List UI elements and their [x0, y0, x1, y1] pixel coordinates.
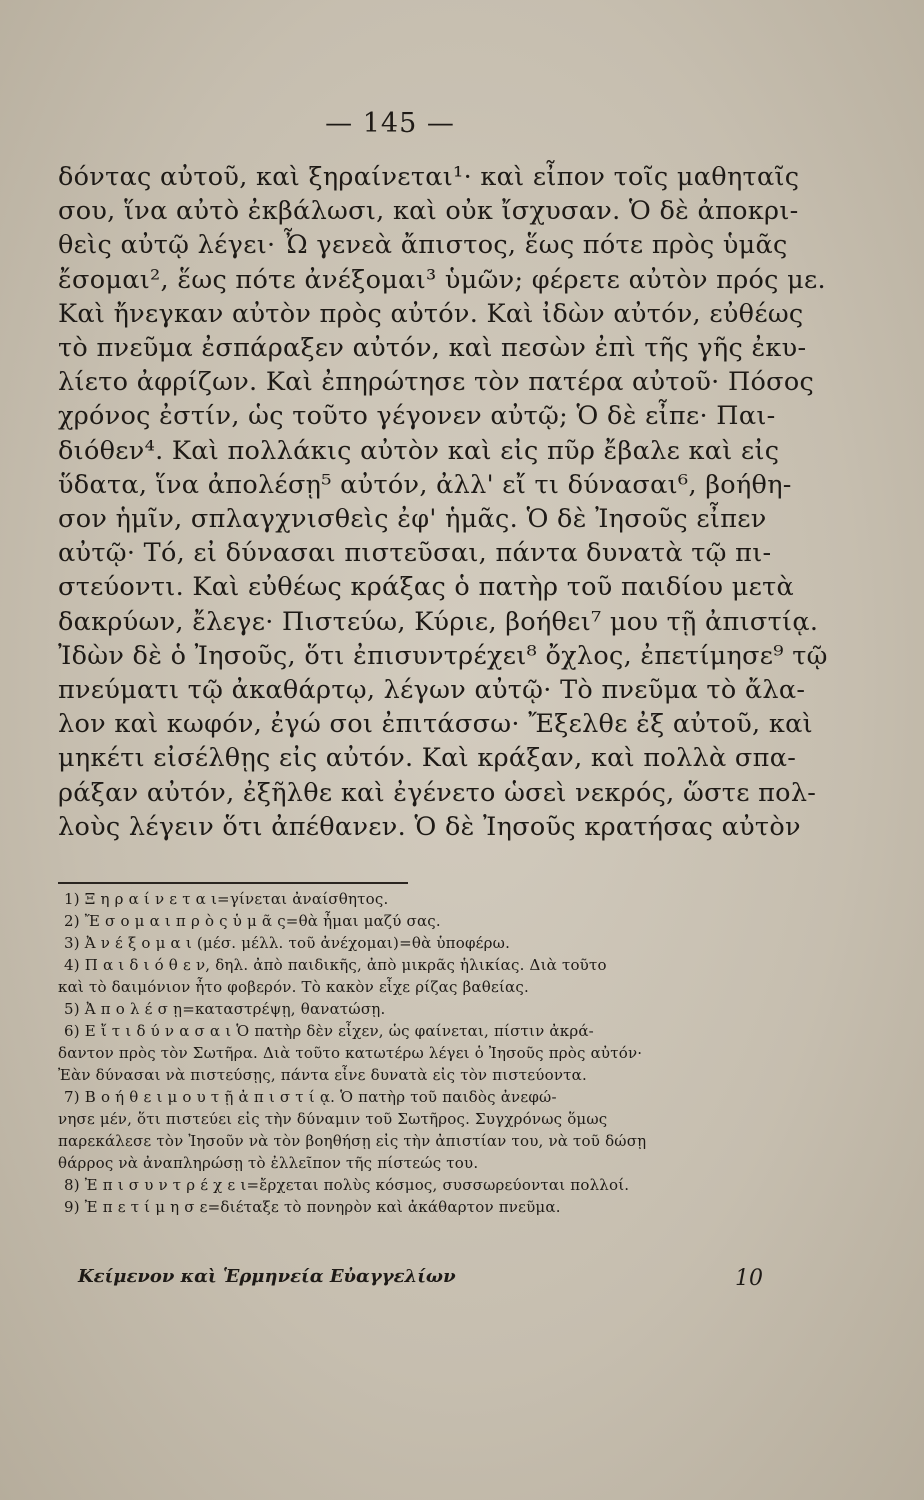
body-line: πνεύματι τῷ ἀκαθάρτῳ, λέγων αὐτῷ· Τὸ πνεῦμα τὸ ἄλα-: [58, 675, 806, 706]
body-line: σου, ἵνα αὐτὸ ἐκβάλωσι, καὶ οὐκ ἴσχυσαν. Ὁ δὲ ἀποκρι-: [58, 196, 799, 227]
body-line: θεὶς αὐτῷ λέγει· Ὦ γενεὰ ἄπιστος, ἕως πότε πρὸς ὑμᾶς: [58, 230, 788, 261]
body-line: λοὺς λέγειν ὅτι ἀπέθανεν. Ὁ δὲ Ἰησοῦς κρατήσας αὐτὸν: [58, 811, 801, 842]
footnote-line: 8) Ἐ π ι σ υ ν τ ρ έ χ ε ι=ἔρχεται πολὺς κόσμος, συσσωρεύονται πολλοί.: [64, 1176, 630, 1194]
body-line: σον ἡμῖν, σπλαγχνισθεὶς ἐφ' ἡμᾶς. Ὁ δὲ Ἰησοῦς εἶπεν: [58, 504, 767, 535]
body-line: λον καὶ κωφόν, ἐγώ σοι ἐπιτάσσω· Ἔξελθε ἐξ αὐτοῦ, καὶ: [58, 709, 813, 740]
footnote-line: θάρρος νὰ ἀναπληρώσῃ τὸ ἐλλεῖπον τῆς πίστεώς του.: [58, 1154, 479, 1172]
body-line: στεύοντι. Καὶ εὐθέως κράξας ὁ πατὴρ τοῦ παιδίου μετὰ: [58, 572, 795, 603]
signature-number: 10: [735, 1266, 763, 1291]
body-line: ὕδατα, ἵνα ἀπολέσῃ⁵ αὐτόν, ἀλλ' εἴ τι δύνασαι⁶, βοήθη-: [58, 469, 792, 500]
body-line: τὸ πνεῦμα ἐσπάραξεν αὐτόν, καὶ πεσὼν ἐπὶ τῆς γῆς ἐκυ-: [58, 333, 807, 364]
body-text: [58, 160, 828, 844]
body-line: διόθεν⁴. Καὶ πολλάκις αὐτὸν καὶ εἰς πῦρ ἔβαλε καὶ εἰς: [58, 435, 780, 466]
body-line: Ἰδὼν δὲ ὁ Ἰησοῦς, ὅτι ἐπισυντρέχει⁸ ὄχλος, ἐπετίμησε⁹ τῷ: [58, 640, 828, 671]
body-line: Καὶ ἤνεγκαν αὐτὸν πρὸς αὐτόν. Καὶ ἰδὼν αὐτόν, εὐθέως: [58, 298, 804, 329]
footnotes: [58, 888, 798, 1218]
footnote-line: 3) Ἀ ν έ ξ ο μ α ι (μέσ. μέλλ. τοῦ ἀνέχομαι)=θὰ ὑποφέρω.: [64, 934, 511, 952]
body-line: δακρύων, ἔλεγε· Πιστεύω, Κύριε, βοήθει⁷ μου τῇ ἀπιστίᾳ.: [58, 606, 819, 637]
footnote-line: 1) Ξ η ρ α ί ν ε τ α ι=γίνεται ἀναίσθητος.: [64, 890, 389, 908]
body-line: λίετο ἀφρίζων. Καὶ ἐπηρώτησε τὸν πατέρα αὐτοῦ· Πόσος: [58, 367, 815, 398]
footnote-line: 6) Ε ἴ τ ι δ ύ ν α σ α ι Ὁ πατὴρ δὲν εἶχεν, ὡς φαίνεται, πίστιν ἀκρά-: [64, 1022, 594, 1040]
body-line: μηκέτι εἰσέλθῃς εἰς αὐτόν. Καὶ κράξαν, καὶ πολλὰ σπα-: [58, 743, 797, 774]
footnote-divider: [58, 882, 408, 884]
footnote-line: δαντον πρὸς τὸν Σωτῆρα. Διὰ τοῦτο κατωτέρω λέγει ὁ Ἰησοῦς πρὸς αὐτόν·: [58, 1044, 643, 1062]
signature-line: [0, 1266, 924, 1296]
body-line: ράξαν αὐτόν, ἐξῆλθε καὶ ἐγένετο ὡσεὶ νεκρός, ὥστε πολ-: [58, 777, 817, 808]
footnote-line: 2) Ἔ σ ο μ α ι π ρ ὸ ς ὑ μ ᾶ ς=θὰ ἦμαι μαζύ σας.: [64, 912, 441, 930]
footnote-line: 5) Ἀ π ο λ έ σ ῃ=καταστρέψῃ, θανατώσῃ.: [64, 1000, 386, 1018]
body-line: δόντας αὐτοῦ, καὶ ξηραίνεται¹· καὶ εἶπον τοῖς μαθηταῖς: [58, 162, 800, 192]
page-number: — 145 —: [325, 108, 455, 139]
footnote-line: Ἐὰν δύνασαι νὰ πιστεύσῃς, πάντα εἶνε δυνατὰ εἰς τὸν πιστεύοντα.: [58, 1066, 587, 1084]
body-line: ἔσομαι², ἕως πότε ἀνέξομαι³ ὑμῶν; φέρετε αὐτὸν πρός με.: [58, 264, 826, 295]
footnote-line: 7) Β ο ή θ ε ι μ ο υ τ ῇ ἀ π ι σ τ ί ᾳ. Ὁ πατὴρ τοῦ παιδὸς ἀνεφώ-: [64, 1088, 557, 1106]
body-line: χρόνος ἐστίν, ὡς τοῦτο γέγονεν αὐτῷ; Ὁ δὲ εἶπε· Παι-: [58, 401, 776, 432]
footnote-line: νησε μέν, ὅτι πιστεύει εἰς τὴν δύναμιν τοῦ Σωτῆρος. Συγχρόνως ὅμως: [58, 1110, 608, 1128]
footnote-line: καὶ τὸ δαιμόνιον ἦτο φοβερόν. Τὸ κακὸν εἶχε ρίζας βαθείας.: [58, 978, 529, 996]
signature-title: Κείμενον καὶ Ἑρμηνεία Εὐαγγελίων: [78, 1266, 456, 1287]
footnote-line: 9) Ἐ π ε τ ί μ η σ ε=διέταξε τὸ πονηρὸν καὶ ἀκάθαρτον πνεῦμα.: [64, 1198, 561, 1216]
footnote-line: 4) Π α ι δ ι ό θ ε ν, δηλ. ἀπὸ παιδικῆς, ἀπὸ μικρᾶς ἡλικίας. Διὰ τοῦτο: [64, 956, 607, 974]
body-line: αὐτῷ· Τό, εἰ δύνασαι πιστεῦσαι, πάντα δυνατὰ τῷ πι-: [58, 538, 772, 569]
footnote-line: παρεκάλεσε τὸν Ἰησοῦν νὰ τὸν βοηθήσῃ εἰς τὴν ἀπιστίαν του, νὰ τοῦ δώσῃ: [58, 1132, 647, 1150]
